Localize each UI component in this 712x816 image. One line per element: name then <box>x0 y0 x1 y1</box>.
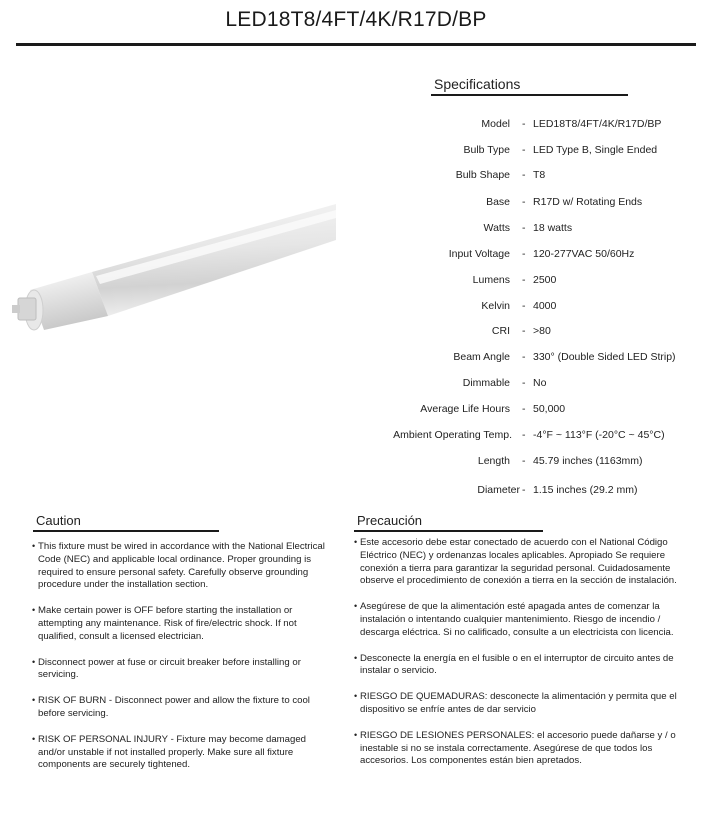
spec-label: CRI <box>491 325 510 337</box>
spec-row-model <box>0 118 712 134</box>
spec-dash: - <box>522 222 526 234</box>
specifications-heading: Specifications <box>434 76 521 92</box>
spec-row-length <box>0 455 712 471</box>
precaucion-heading: Precaución <box>357 513 423 528</box>
spec-dash: - <box>522 455 526 467</box>
spec-value: R17D w/ Rotating Ends <box>533 196 643 208</box>
spec-dash: - <box>522 248 526 260</box>
caution-divider <box>33 530 219 532</box>
spec-label: Input Voltage <box>448 248 510 260</box>
bullet-icon: • <box>32 695 36 706</box>
spec-dash: - <box>522 325 526 337</box>
precaucion-item <box>354 601 688 639</box>
bullet-icon: • <box>32 541 36 551</box>
spec-value: 18 watts <box>533 222 573 234</box>
spec-dash: - <box>522 484 526 496</box>
caution-item <box>32 695 332 721</box>
spec-row-ambient-operating-temp <box>0 429 712 445</box>
spec-value: T8 <box>533 169 546 181</box>
spec-dash: - <box>522 429 526 441</box>
spec-label: Length <box>477 455 510 467</box>
spec-value: >80 <box>533 325 551 337</box>
spec-label: Bulb Shape <box>455 169 510 181</box>
spec-row-watts <box>0 222 712 238</box>
caution-item-text: Disconnect power at fuse or circuit breaker before installing or servicing. <box>38 656 301 681</box>
spec-dash: - <box>522 274 526 286</box>
spec-label: Lumens <box>472 274 510 286</box>
precaucion-item-text: Este accesorio debe estar conectado de acuerdo con el National Código Eléctrico (NEC) y ordenanzas locales aplicables. Apropiado Se requiere conexión a tierra para garantizar la seguridad personal. Cuidadosamente observe el procedimiento de conexión a tierra en la sección de instalación. <box>360 537 677 587</box>
spec-row-lumens <box>0 274 712 290</box>
caution-item-text: Make certain power is OFF before starting the installation or attempting any maintenance. Risk of fire/electric shock. If not qualified, consult a licensed electrician. <box>38 605 297 642</box>
spec-value: 2500 <box>533 274 557 286</box>
spec-label: Average Life Hours <box>420 403 510 415</box>
spec-value: 50,000 <box>533 403 566 415</box>
caution-item <box>32 605 332 643</box>
spec-dash: - <box>522 403 526 415</box>
spec-dash: - <box>522 196 526 208</box>
spec-value: 120-277VAC 50/60Hz <box>533 248 635 260</box>
spec-dash: - <box>522 144 526 156</box>
spec-dash: - <box>522 300 526 312</box>
precaucion-item <box>354 691 688 717</box>
caution-item-text: This fixture must be wired in accordance with the National Electrical Code (NEC) and applicable local ordinance. Proper grounding is required to ensure personal safety. Carefully observe grounding procedure under the installation section. <box>38 541 325 591</box>
caution-heading: Caution <box>36 513 81 528</box>
spec-dash: - <box>522 351 526 363</box>
caution-item <box>32 657 332 683</box>
spec-label: Dimmable <box>462 377 510 389</box>
precaucion-item <box>354 537 688 588</box>
spec-label: Base <box>486 196 510 208</box>
spec-row-cri <box>0 325 712 341</box>
bullet-icon: • <box>354 537 358 547</box>
spec-label: Watts <box>483 222 510 234</box>
bullet-icon: • <box>354 691 358 702</box>
bullet-icon: • <box>354 652 358 663</box>
spec-value: 1.15 inches (29.2 mm) <box>533 484 638 496</box>
bullet-icon: • <box>32 656 36 667</box>
spec-value: 4000 <box>533 300 557 312</box>
spec-value: LED18T8/4FT/4K/R17D/BP <box>533 118 662 130</box>
precaucion-item-text: Desconecte la energía en el fusible o en el interruptor de circuito antes de instalar o servicio. <box>360 652 674 677</box>
spec-value: -4°F ~ 113°F (-20°C ~ 45°C) <box>533 429 665 441</box>
precaucion-item-text: RIESGO DE LESIONES PERSONALES: el accesorio puede dañarse y / o inestable si no se instala correctamente. Asegúrese de que todos los accesorios. Los componentes están bien apretados. <box>360 729 676 767</box>
caution-item <box>32 541 332 592</box>
bullet-icon: • <box>354 729 358 740</box>
bullet-icon: • <box>32 733 36 744</box>
spec-value: No <box>533 377 547 389</box>
spec-row-average-life-hours <box>0 403 712 419</box>
spec-value: LED Type B, Single Ended <box>533 144 658 156</box>
spec-row-diameter <box>0 484 712 500</box>
spec-label: Kelvin <box>481 300 510 312</box>
caution-item-text: RISK OF BURN - Disconnect power and allow the fixture to cool before servicing. <box>38 695 310 719</box>
spec-dash: - <box>522 377 526 389</box>
spec-row-beam-angle <box>0 351 712 367</box>
spec-label: Model <box>481 118 510 130</box>
spec-row-bulb-type <box>0 144 712 160</box>
spec-row-input-voltage <box>0 248 712 264</box>
spec-label: Ambient Operating Temp. <box>393 429 512 441</box>
precaucion-item <box>354 730 688 768</box>
spec-row-kelvin <box>0 300 712 316</box>
spec-row-bulb-shape <box>0 169 712 185</box>
precaucion-divider <box>354 530 543 532</box>
spec-label: Bulb Type <box>463 144 510 156</box>
spec-dash: - <box>522 118 526 130</box>
precaucion-item-text: RIESGO DE QUEMADURAS: desconecte la alimentación y permita que el dispositivo se enfríe antes de dar servicio <box>360 691 677 715</box>
caution-list <box>32 541 332 785</box>
spec-label: Beam Angle <box>453 351 510 363</box>
spec-label: Diameter <box>477 484 520 496</box>
product-title: LED18T8/4FT/4K/R17D/BP <box>225 8 487 31</box>
spec-value: 45.79 inches (1163mm) <box>533 455 643 467</box>
spec-value: 330° (Double Sided LED Strip) <box>533 351 676 363</box>
precaucion-item-text: Asegúrese de que la alimentación esté apagada antes de comenzar la instalación o intentando cualquier mantenimiento. Riesgo de incendio / descarga eléctrica. Si no calificado, consulte a un electricista con licencia. <box>360 601 674 638</box>
spec-row-base <box>0 196 712 212</box>
spec-dash: - <box>522 169 526 181</box>
caution-item <box>32 734 332 772</box>
bullet-icon: • <box>354 601 358 612</box>
spec-row-dimmable <box>0 377 712 393</box>
precaucion-item <box>354 653 688 679</box>
caution-item-text: RISK OF PERSONAL INJURY - Fixture may become damaged and/or unstable if not installed properly. Make sure all fixture components are securely tightened. <box>38 733 307 771</box>
bullet-icon: • <box>32 605 36 616</box>
precaucion-list <box>354 537 688 781</box>
